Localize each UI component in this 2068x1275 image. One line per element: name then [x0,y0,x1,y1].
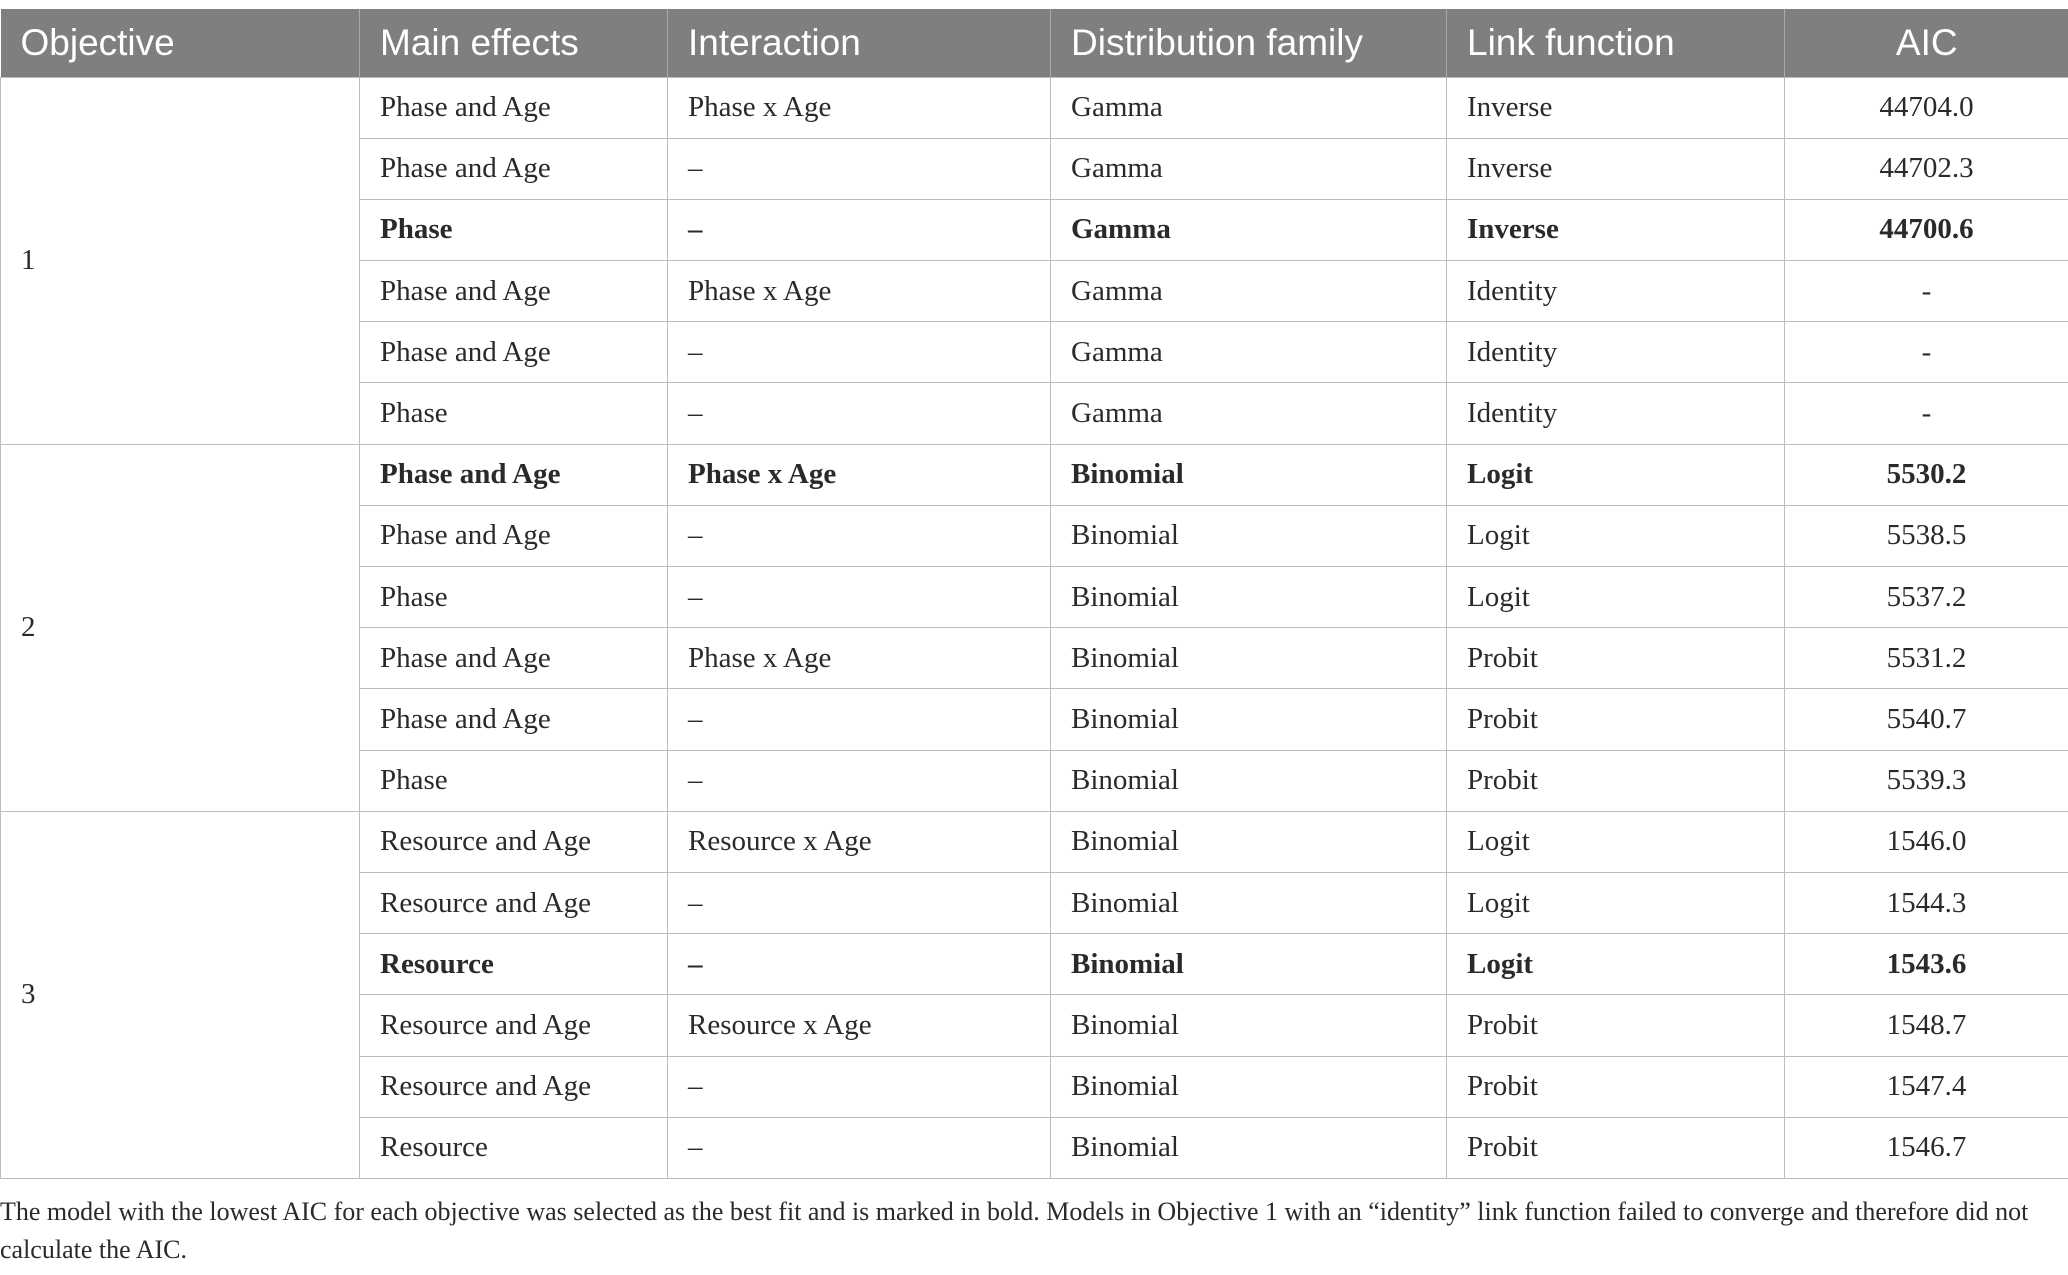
cell-main-effects: Phase and Age [360,689,668,750]
cell-interaction: – [668,383,1051,444]
model-comparison-table [0,9,2068,1179]
cell-aic: 44704.0 [1785,77,2068,138]
cell-distribution-family: Binomial [1051,567,1447,628]
cell-main-effects: Phase and Age [360,628,668,689]
cell-aic: 1546.7 [1785,1117,2068,1178]
cell-objective: 1 [1,77,360,444]
cell-aic: 44700.6 [1785,199,2068,260]
header-link-function: Link function [1447,9,1785,77]
cell-link-function: Inverse [1447,138,1785,199]
cell-aic: 5538.5 [1785,505,2068,566]
cell-link-function: Logit [1447,811,1785,872]
header-distribution-family: Distribution family [1051,9,1447,77]
cell-main-effects: Resource and Age [360,811,668,872]
table-header [1,9,2068,77]
cell-interaction: – [668,322,1051,383]
cell-aic: - [1785,383,2068,444]
cell-distribution-family: Binomial [1051,750,1447,811]
header-main-effects: Main effects [360,9,668,77]
cell-interaction: Resource x Age [668,811,1051,872]
cell-interaction: – [668,138,1051,199]
cell-distribution-family: Binomial [1051,628,1447,689]
cell-main-effects: Phase [360,199,668,260]
cell-link-function: Probit [1447,995,1785,1056]
cell-interaction: Phase x Age [668,444,1051,505]
cell-main-effects: Resource and Age [360,872,668,933]
cell-aic: 1544.3 [1785,872,2068,933]
cell-distribution-family: Binomial [1051,505,1447,566]
cell-interaction: – [668,934,1051,995]
cell-link-function: Probit [1447,1056,1785,1117]
cell-distribution-family: Binomial [1051,811,1447,872]
cell-aic: 5530.2 [1785,444,2068,505]
cell-distribution-family: Binomial [1051,444,1447,505]
cell-interaction: – [668,1056,1051,1117]
cell-interaction: – [668,689,1051,750]
cell-main-effects: Phase and Age [360,444,668,505]
cell-main-effects: Phase [360,567,668,628]
cell-link-function: Probit [1447,1117,1785,1178]
cell-link-function: Logit [1447,444,1785,505]
cell-aic: 1546.0 [1785,811,2068,872]
cell-distribution-family: Gamma [1051,199,1447,260]
cell-link-function: Logit [1447,505,1785,566]
cell-link-function: Logit [1447,872,1785,933]
cell-interaction: – [668,199,1051,260]
cell-main-effects: Resource [360,1117,668,1178]
cell-interaction: Resource x Age [668,995,1051,1056]
cell-distribution-family: Binomial [1051,1056,1447,1117]
cell-objective: 2 [1,444,360,811]
cell-interaction: – [668,750,1051,811]
header-row [1,9,2068,77]
cell-main-effects: Resource [360,934,668,995]
cell-distribution-family: Gamma [1051,383,1447,444]
cell-link-function: Identity [1447,383,1785,444]
cell-interaction: – [668,1117,1051,1178]
cell-distribution-family: Binomial [1051,689,1447,750]
cell-distribution-family: Binomial [1051,995,1447,1056]
table-row [1,77,2068,138]
cell-link-function: Probit [1447,628,1785,689]
cell-aic: 1548.7 [1785,995,2068,1056]
cell-link-function: Probit [1447,750,1785,811]
cell-main-effects: Phase and Age [360,77,668,138]
cell-aic: 44702.3 [1785,138,2068,199]
cell-interaction: – [668,505,1051,566]
results-table-container [0,9,2068,1179]
cell-main-effects: Phase [360,750,668,811]
table-row [1,811,2068,872]
cell-main-effects: Phase and Age [360,138,668,199]
cell-link-function: Inverse [1447,199,1785,260]
cell-interaction: Phase x Age [668,77,1051,138]
cell-interaction: Phase x Age [668,628,1051,689]
cell-distribution-family: Binomial [1051,872,1447,933]
cell-aic: 1543.6 [1785,934,2068,995]
cell-aic: - [1785,261,2068,322]
cell-aic: 5531.2 [1785,628,2068,689]
cell-distribution-family: Gamma [1051,138,1447,199]
cell-distribution-family: Gamma [1051,77,1447,138]
header-objective: Objective [1,9,360,77]
cell-distribution-family: Binomial [1051,1117,1447,1178]
cell-aic: 5537.2 [1785,567,2068,628]
cell-aic: 5540.7 [1785,689,2068,750]
table-footnote: The model with the lowest AIC for each objective was selected as the best fit and is marked in bold. Models in Objective 1 with an “identity” link function failed to converge and therefore did not calculate the AIC. [0,1197,2029,1264]
cell-link-function: Inverse [1447,77,1785,138]
header-aic: AIC [1785,9,2068,77]
cell-distribution-family: Gamma [1051,261,1447,322]
table-row [1,444,2068,505]
cell-link-function: Probit [1447,689,1785,750]
cell-link-function: Logit [1447,934,1785,995]
header-interaction: Interaction [668,9,1051,77]
cell-main-effects: Phase [360,383,668,444]
cell-main-effects: Phase and Age [360,505,668,566]
cell-main-effects: Phase and Age [360,322,668,383]
cell-distribution-family: Binomial [1051,934,1447,995]
cell-interaction: Phase x Age [668,261,1051,322]
cell-main-effects: Phase and Age [360,261,668,322]
cell-link-function: Identity [1447,261,1785,322]
cell-main-effects: Resource and Age [360,1056,668,1117]
cell-link-function: Logit [1447,567,1785,628]
cell-link-function: Identity [1447,322,1785,383]
cell-aic: 5539.3 [1785,750,2068,811]
cell-objective: 3 [1,811,360,1178]
cell-distribution-family: Gamma [1051,322,1447,383]
table-body [1,77,2068,1178]
cell-interaction: – [668,872,1051,933]
cell-interaction: – [668,567,1051,628]
cell-aic: 1547.4 [1785,1056,2068,1117]
cell-main-effects: Resource and Age [360,995,668,1056]
cell-aic: - [1785,322,2068,383]
